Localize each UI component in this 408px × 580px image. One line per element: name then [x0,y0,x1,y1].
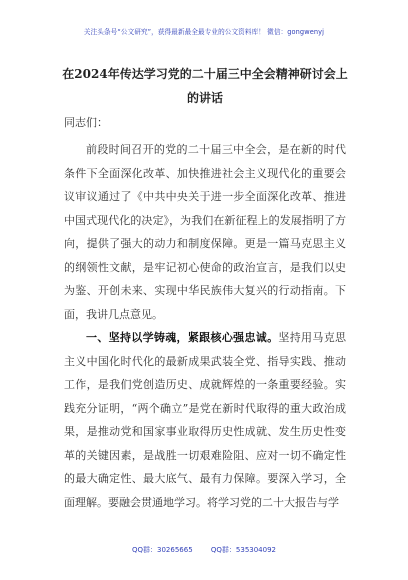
document-title: 在2024年传达学习党的二十届三中全会精神研讨会上的讲话 [62,67,348,105]
footer-contacts [0,545,408,555]
document-body [64,138,346,514]
salutation: 同志们： [64,116,108,129]
qq-group-1: QQ群：30265665 [132,546,193,554]
paragraph-intro: 前段时间召开的党的二十届三中全会，是在新的时代条件下全面深化改革、加快推进社会主义现代化的重要会议审议通过了《中共中央关于进一步全面深化改革、推进中国式现代化的决定》，为我们在新征程上的发展指明了方向，提供了强大的动力和制度保障。更是一篇马克思主义的纲领性文献，是牢记初心使命的政治宣言，是我们以史为鉴、开创未来、实现中华民族伟大复兴的行动指南。下面，我讲几点意见。 [64,143,346,321]
section-1-text: 坚持用马克思主义中国化时代化的最新成果武装全党、指导实践、推动工作，是我们党创造历史、成就辉煌的一条重要经验。实践充分证明，“两个确立”是党在新时代取得的重大政治成果，是推动党和国家事业取得历史性成就、发生历史性变革的关键因素，是战胜一切艰难险阻、应对一切不确定性的最大确定性、最大底气、最有力保障。要深入学习，全面理解。要融会贯通地学习。将学习党的二十大报告与学 [64,331,347,509]
paragraph-section-1 [64,326,346,514]
qq-group-2: QQ群：535304092 [210,546,276,554]
header-banner: 关注头条号“公文研究”，获得最新最全最专业的公文资料库！ 微信：gongwenyj [83,28,325,36]
section-1-heading: 一、坚持以学铸魂，紧跟核心强忠诚。 [86,331,279,344]
